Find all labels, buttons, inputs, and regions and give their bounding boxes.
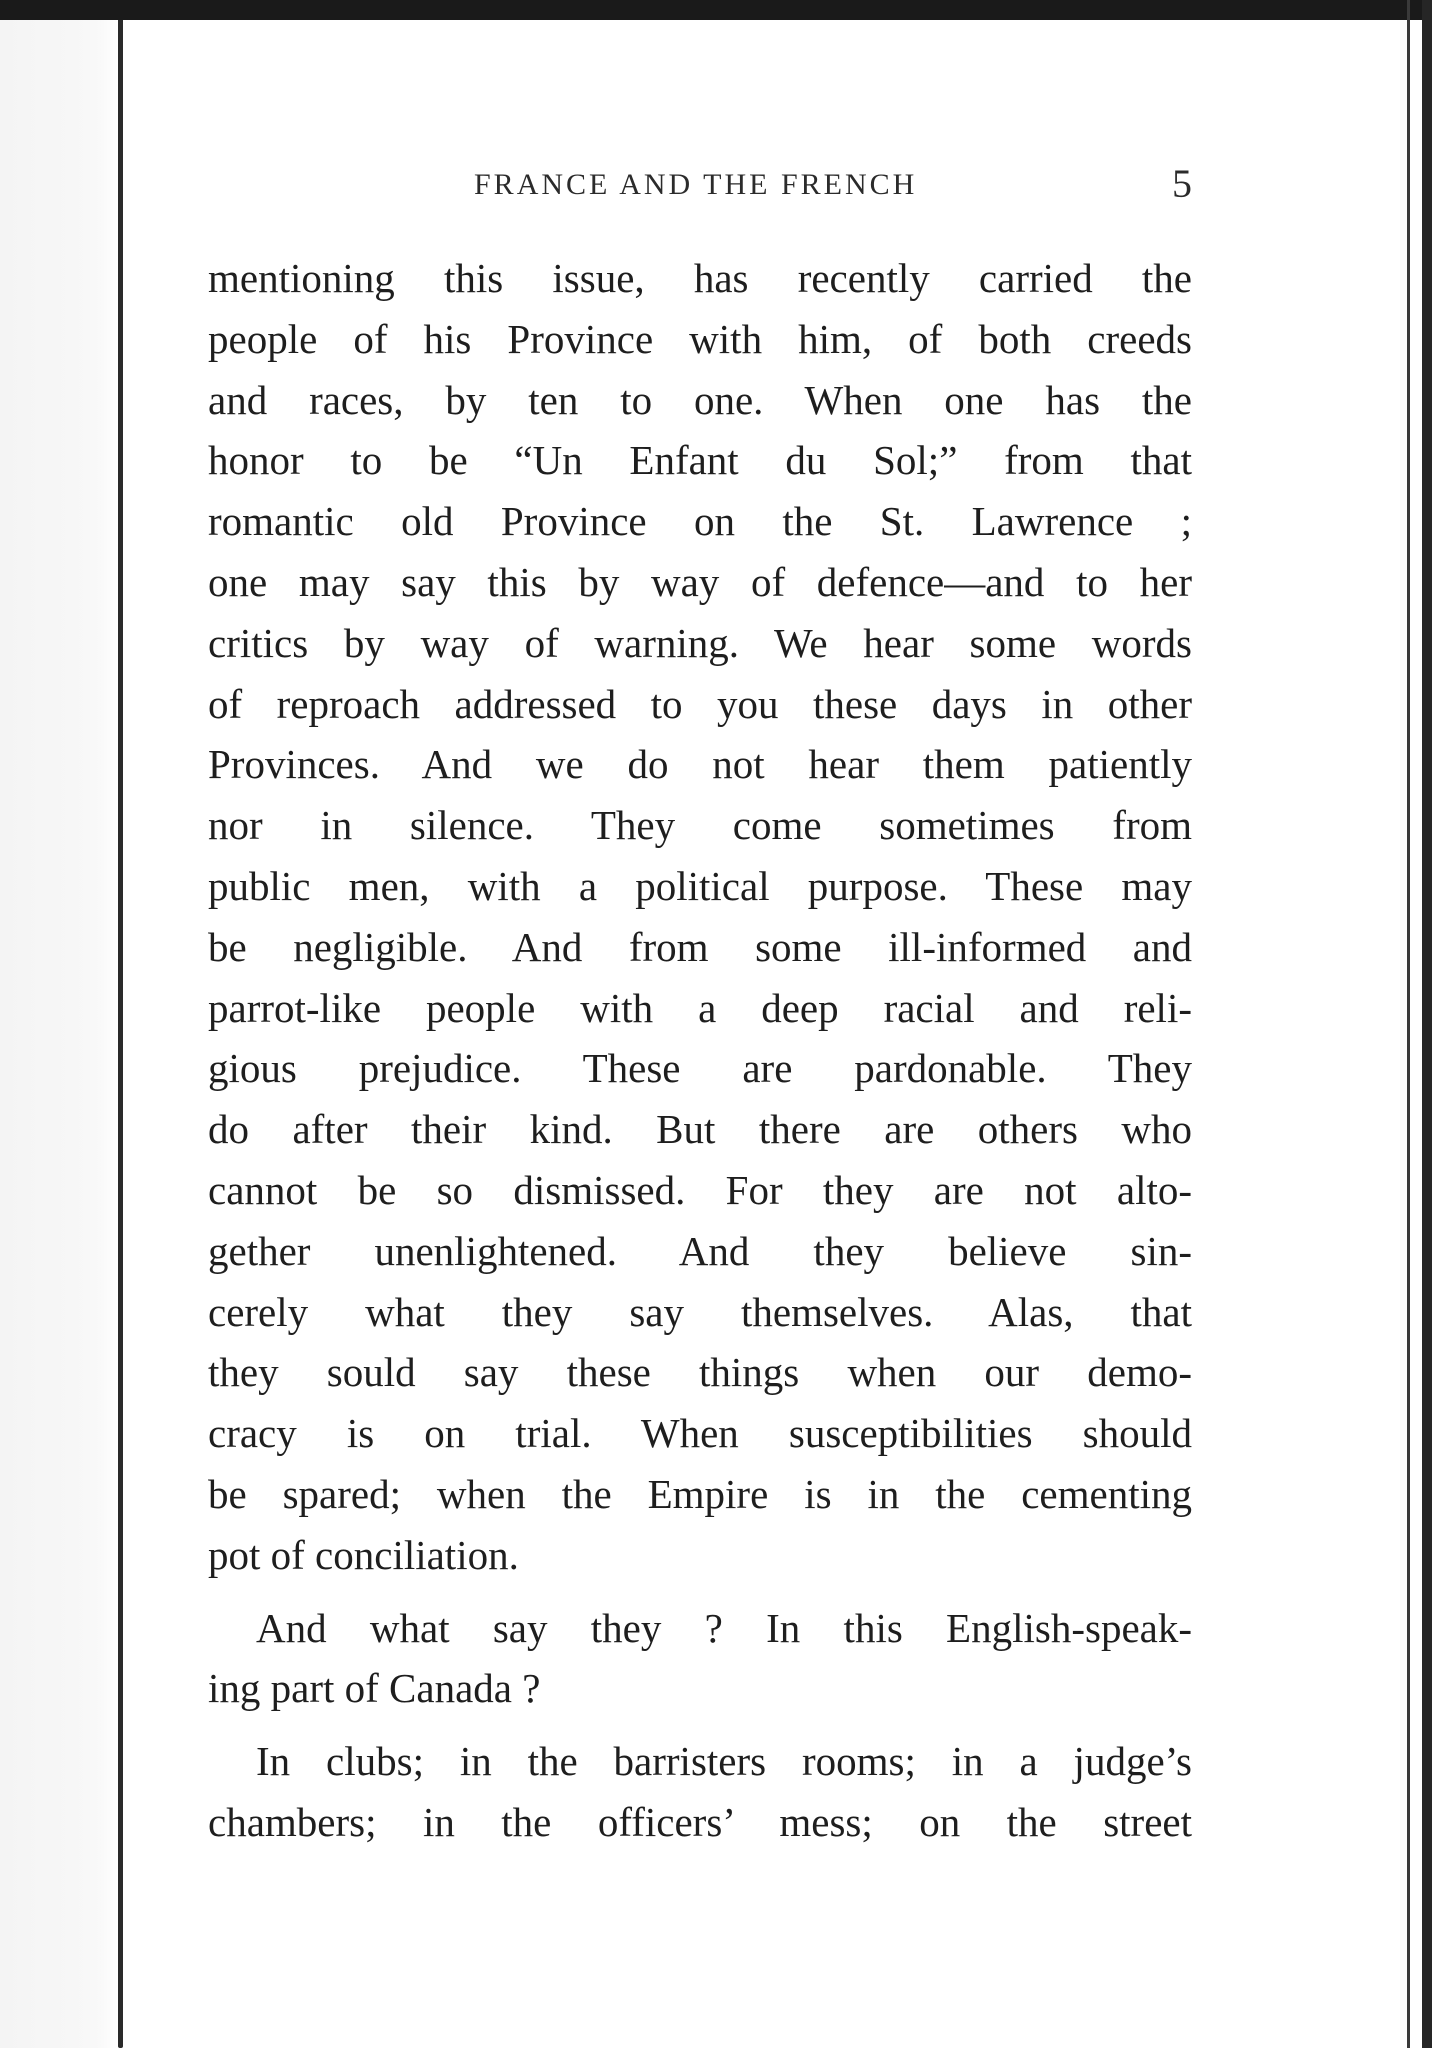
text-line: pot of conciliation.: [208, 1531, 519, 1578]
text-line: of reproach addressed to you these days in other: [208, 680, 1192, 727]
paragraph: [208, 1598, 1192, 1720]
text-line: be negligible. And from some ill-informed and: [208, 923, 1192, 970]
page-number: 5: [1172, 161, 1192, 206]
text-line: nor in silence. They come sometimes from: [208, 802, 1192, 849]
scan-top-border: [0, 0, 1432, 20]
text-line: cannot be so dismissed. For they are not alto-: [208, 1166, 1192, 1213]
text-line: be spared; when the Empire is in the cementing: [208, 1470, 1192, 1517]
text-line: they sould say these things when our demo-: [208, 1349, 1192, 1396]
text-line: And what say they ? In this English-speak-: [256, 1604, 1192, 1651]
body-text: [208, 248, 1192, 1853]
text-line: one may say this by way of defence—and to her: [208, 558, 1192, 605]
text-line: mentioning this issue, has recently carried the: [208, 255, 1192, 301]
scan-right-border: [1422, 0, 1432, 2048]
text-line: In clubs; in the barristers rooms; in a judge’s: [256, 1738, 1192, 1785]
text-line: do after their kind. But there are others who: [208, 1106, 1192, 1153]
text-line: public men, with a political purpose. These may: [208, 862, 1192, 909]
text-line: honor to be “Un Enfant du Sol;” from that: [208, 437, 1192, 484]
scan-right-inner-border: [1407, 0, 1410, 2048]
paragraph: [208, 248, 1192, 1586]
text-line: and races, by ten to one. When one has the: [208, 376, 1192, 423]
text-line: romantic old Province on the St. Lawrence ;: [208, 498, 1192, 545]
text-line: gether unenlightened. And they believe sin-: [208, 1227, 1192, 1274]
scan-left-margin: [0, 0, 118, 2048]
paragraph-gap: [208, 1586, 1192, 1598]
book-spine-edge: [118, 18, 123, 2048]
text-line: Provinces. And we do not hear them patiently: [208, 741, 1192, 788]
text-line: cerely what they say themselves. Alas, that: [208, 1288, 1192, 1335]
text-line: chambers; in the officers’ mess; on the street: [208, 1798, 1192, 1845]
running-head: FRANCE AND THE FRENCH: [474, 168, 918, 201]
text-line: gious prejudice. These are pardonable. They: [208, 1045, 1192, 1092]
text-line: parrot-like people with a deep racial and reli-: [208, 984, 1192, 1031]
text-line: ing part of Canada ?: [208, 1665, 541, 1712]
text-line: critics by way of warning. We hear some words: [208, 619, 1192, 666]
paragraph: [208, 1731, 1192, 1853]
text-line: people of his Province with him, of both creeds: [208, 315, 1192, 362]
text-line: cracy is on trial. When susceptibilities should: [208, 1410, 1192, 1457]
paragraph-gap: [208, 1719, 1192, 1731]
